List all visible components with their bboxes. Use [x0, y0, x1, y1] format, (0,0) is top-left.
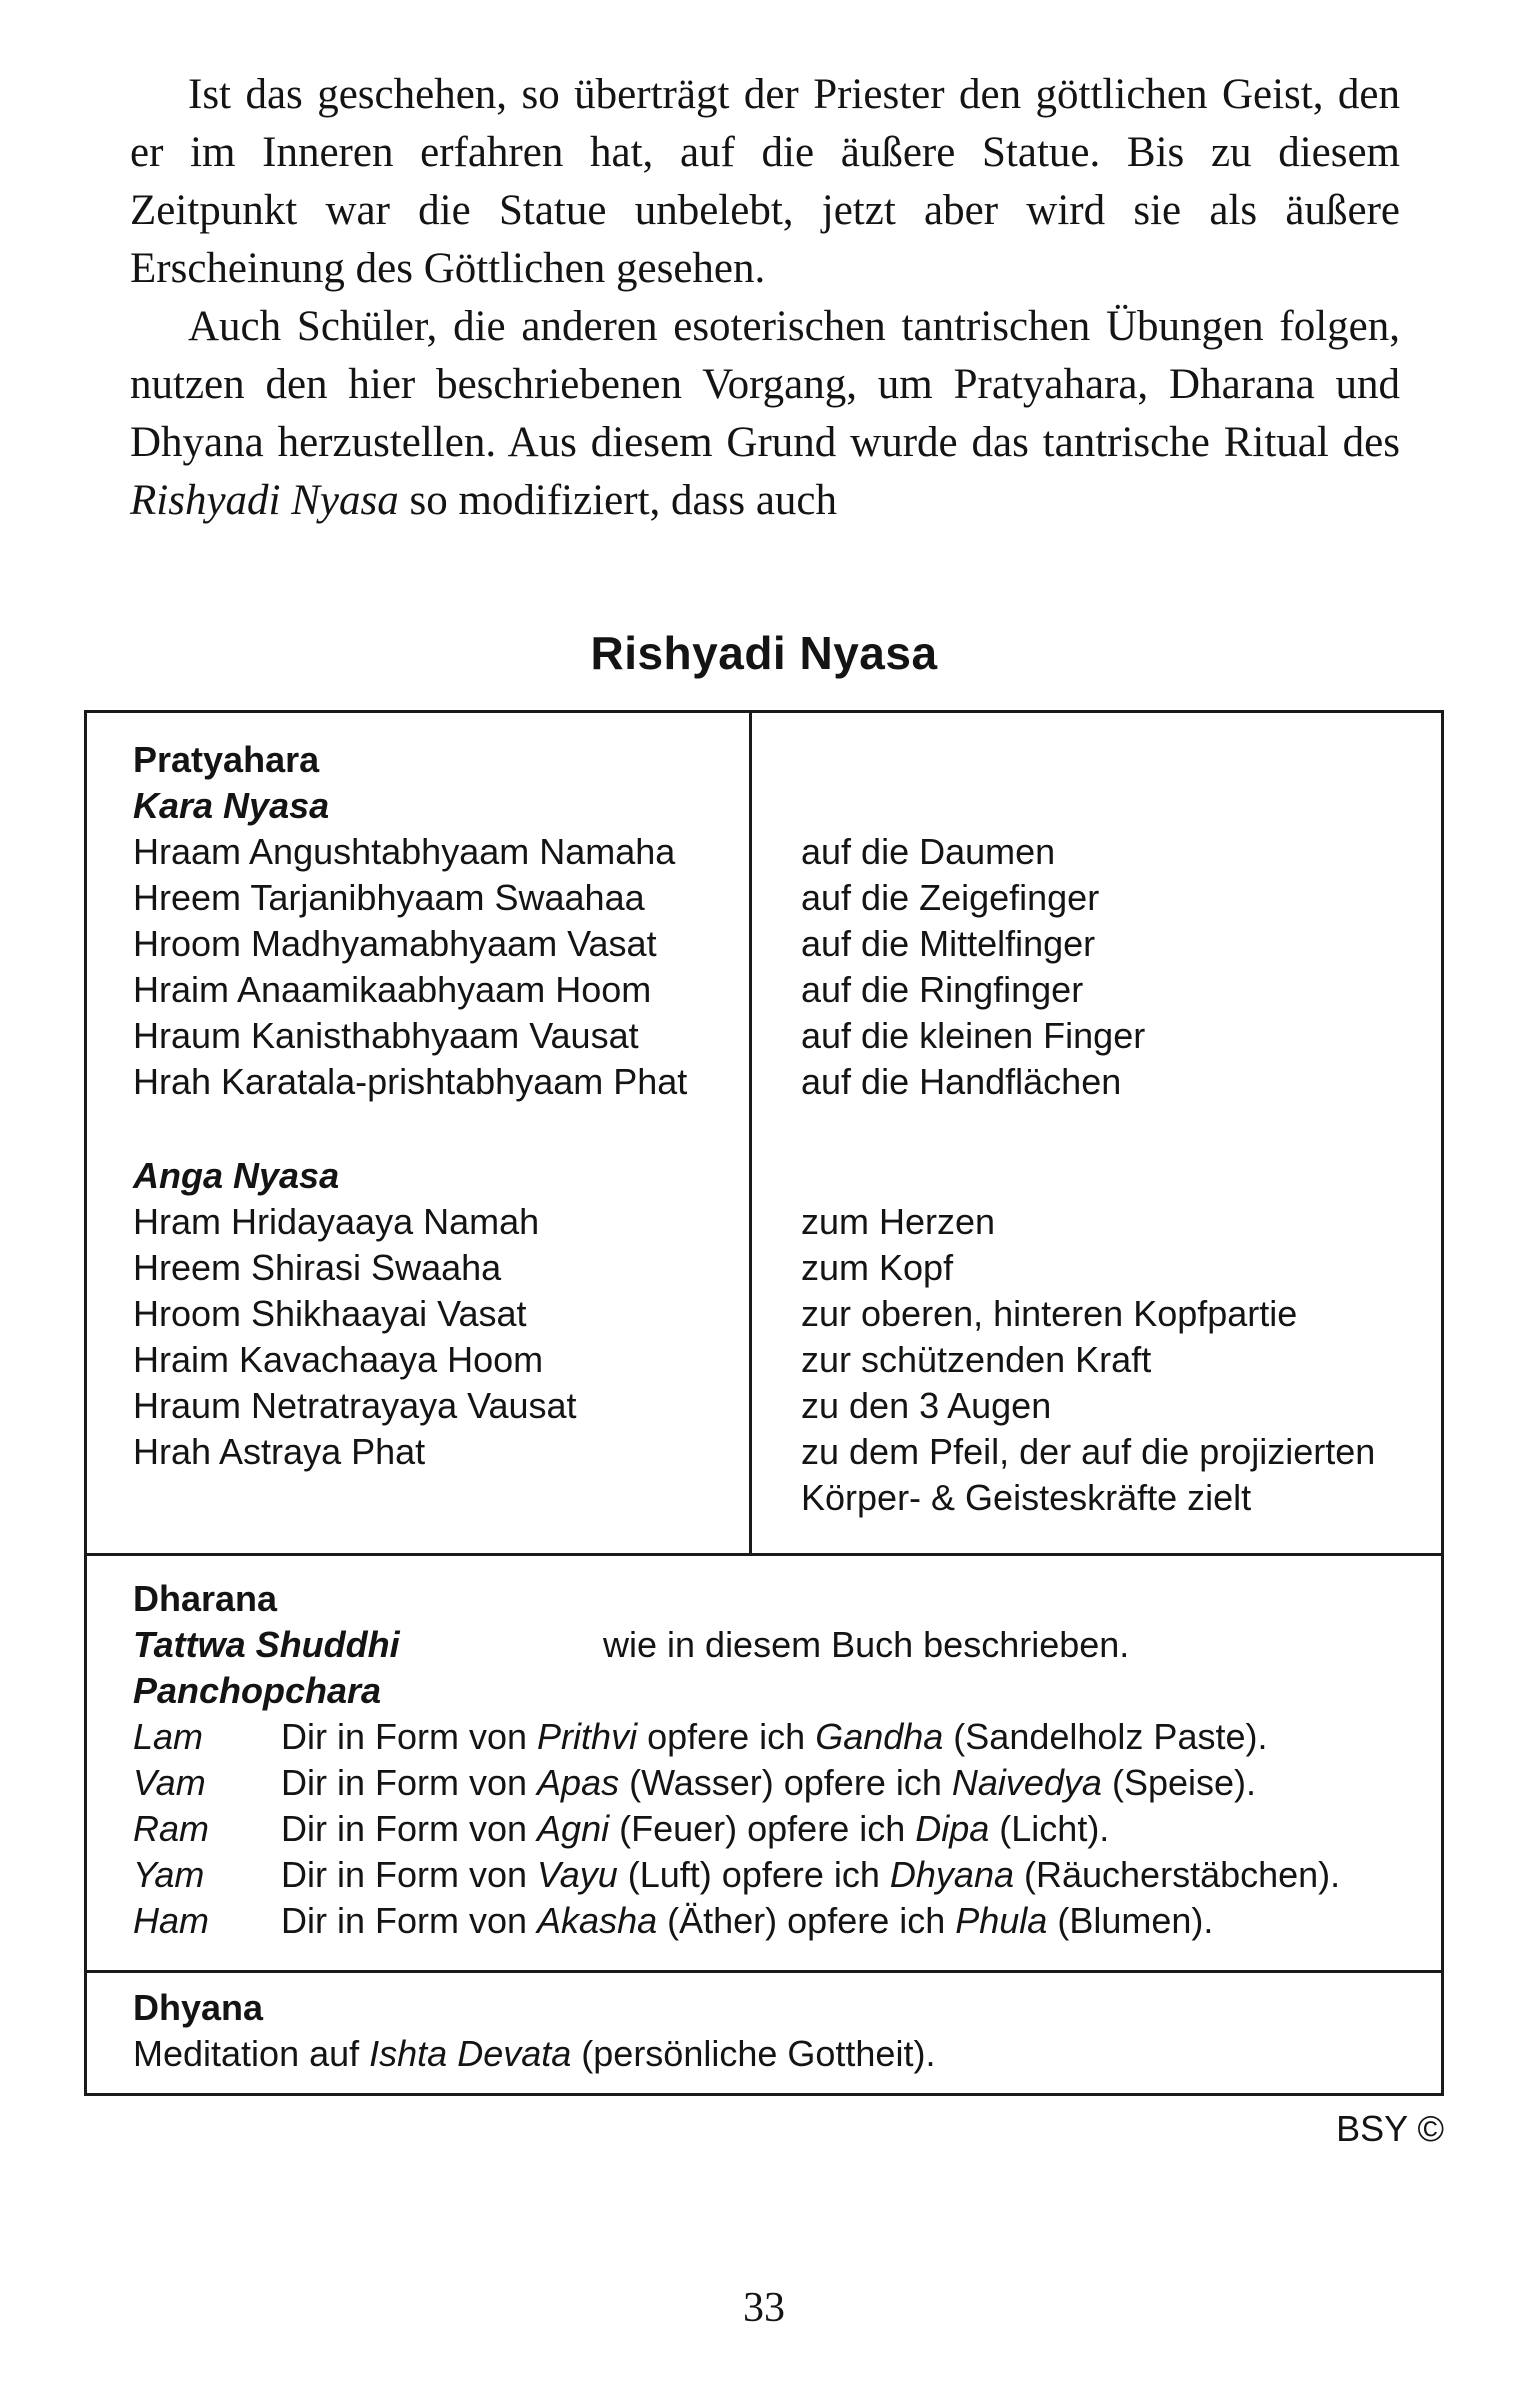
mantra-text: Hreem Shirasi Swaaha — [133, 1247, 502, 1288]
offering-text — [281, 1898, 1401, 1944]
copyright: BSY © — [1336, 2108, 1444, 2149]
offering-term: Dipa — [915, 1808, 990, 1849]
mantra-text: Hraim Kavachaaya Hoom — [133, 1339, 544, 1380]
offering-text-part: (Feuer) opfere ich — [609, 1808, 916, 1849]
intro-paragraph-2 — [130, 298, 1400, 530]
mantra-text: Hraum Netratrayaya Vausat — [133, 1385, 577, 1426]
offering-row — [133, 1760, 1401, 1806]
mantra-row — [133, 829, 1401, 875]
meaning-text: zu dem Pfeil, der auf die projizierten Körper- & Geisteskräfte zielt — [801, 1431, 1376, 1518]
meaning-text: auf die Mittelfinger — [801, 923, 1096, 964]
dhyana-text-part: Meditation auf — [133, 2033, 370, 2074]
tattwa-shuddhi-row — [133, 1622, 1401, 1668]
meaning-text: auf die Handflächen — [801, 1061, 1122, 1102]
mantra-text: Hroom Madhyamabhyaam Vasat — [133, 923, 657, 964]
meaning-text: auf die Daumen — [801, 831, 1056, 872]
ritual-table — [84, 710, 1444, 2096]
offering-text — [281, 1806, 1401, 1852]
offering-term: Prithvi — [537, 1716, 638, 1757]
mantra-text: Hraam Angushtabhyaam Namaha — [133, 831, 676, 872]
offering-term: Apas — [537, 1762, 620, 1803]
mantra-row — [133, 967, 1401, 1013]
mantra-text: Hram Hridayaaya Namah — [133, 1201, 540, 1242]
mantra-row — [133, 1291, 1401, 1337]
pratyahara-heading-row — [133, 737, 1401, 783]
meaning-text: zu den 3 Augen — [801, 1385, 1052, 1426]
bija-mantra: Yam — [133, 1854, 205, 1895]
mantra-row — [133, 1013, 1401, 1059]
mantra-text: Hrah Astraya Phat — [133, 1431, 426, 1472]
kara-nyasa-heading: Kara Nyasa — [133, 785, 330, 826]
offering-text-part: Dir in Form von — [281, 1900, 538, 1941]
meaning-text: auf die Zeigefinger — [801, 877, 1100, 918]
bija-mantra: Vam — [133, 1762, 206, 1803]
offering-term: Akasha — [537, 1900, 658, 1941]
offering-term: Vayu — [537, 1854, 618, 1895]
intro-paragraph-2-text-start: Auch Schüler, die anderen esoterischen tantrischen Übungen folgen, nutzen den hier beschriebenen Vorgang, um Pratyahara, Dharana und Dhyana herzustellen. Aus diesem Grund wurde das tantrische Ritual des — [130, 303, 1400, 466]
bija-mantra: Ram — [133, 1808, 210, 1849]
offering-term: Gandha — [815, 1716, 944, 1757]
offering-text-part: (Speise). — [1101, 1762, 1257, 1803]
table-vertical-divider — [749, 713, 752, 1553]
meaning-text: zur schützenden Kraft — [801, 1339, 1152, 1380]
offering-text-part: Dir in Form von — [281, 1762, 538, 1803]
meaning-text: zum Herzen — [801, 1201, 996, 1242]
offering-text-part: (Licht). — [989, 1808, 1110, 1849]
mantra-text: Hreem Tarjanibhyaam Swaahaa — [133, 877, 645, 918]
kara-nyasa-heading-row — [133, 783, 1401, 829]
bija-mantra: Ham — [133, 1900, 210, 1941]
tattwa-shuddhi-note: wie in diesem Buch beschrieben. — [603, 1624, 1130, 1665]
bija-mantra: Lam — [133, 1716, 204, 1757]
offering-term: Phula — [955, 1900, 1048, 1941]
meaning-text: auf die Ringfinger — [801, 969, 1084, 1010]
offering-text-part: Dir in Form von — [281, 1854, 538, 1895]
offering-row — [133, 1898, 1401, 1944]
meaning-text: zum Kopf — [801, 1247, 954, 1288]
offering-text-part: (Sandelholz Paste). — [943, 1716, 1268, 1757]
offering-row — [133, 1714, 1401, 1760]
mantra-text: Hroom Shikhaayai Vasat — [133, 1293, 527, 1334]
panchopchara-heading: Panchopchara — [133, 1670, 382, 1711]
offering-term: Naivedya — [951, 1762, 1102, 1803]
mantra-text: Hraim Anaamikaabhyaam Hoom — [133, 969, 652, 1010]
page-number: 33 — [743, 2285, 785, 2331]
mantra-row — [133, 1429, 1401, 1521]
offering-text-part: Dir in Form von — [281, 1716, 538, 1757]
offering-text-part: (Äther) opfere ich — [657, 1900, 956, 1941]
tattwa-shuddhi-heading: Tattwa Shuddhi — [133, 1624, 400, 1665]
offering-text — [281, 1760, 1401, 1806]
mantra-row — [133, 1199, 1401, 1245]
offering-text-part: (Räucherstäbchen). — [1014, 1854, 1341, 1895]
section-dharana — [87, 1553, 1441, 1970]
dhyana-text — [133, 2031, 1401, 2077]
offering-text — [281, 1714, 1401, 1760]
mantra-row — [133, 1337, 1401, 1383]
intro-text — [130, 66, 1400, 530]
offering-row — [133, 1806, 1401, 1852]
intro-paragraph-2-italic-term: Rishyadi Nyasa — [130, 477, 399, 524]
meaning-text: zur oberen, hinteren Kopfpartie — [801, 1293, 1298, 1334]
offering-text-part: Dir in Form von — [281, 1808, 538, 1849]
mantra-row — [133, 921, 1401, 967]
intro-paragraph-1: Ist das geschehen, so überträgt der Priester den göttlichen Geist, den er im Inneren erfahren hat, auf die äußere Statue. Bis zu diesem Zeitpunkt war die Statue unbelebt, jetzt aber wird sie als äußere Erscheinung des Göttlichen gesehen. — [130, 71, 1400, 292]
offering-term: Dhyana — [889, 1854, 1014, 1895]
offering-text-part: opfere ich — [637, 1716, 816, 1757]
mantra-row — [133, 875, 1401, 921]
anga-nyasa-heading: Anga Nyasa — [133, 1155, 340, 1196]
mantra-text: Hraum Kanisthabhyaam Vausat — [133, 1015, 639, 1056]
offering-text-part: (Wasser) opfere ich — [619, 1762, 952, 1803]
dharana-heading: Dharana — [133, 1578, 278, 1619]
offering-text-part: (Blumen). — [1047, 1900, 1214, 1941]
section-dhyana — [87, 1970, 1441, 2093]
offering-text — [281, 1852, 1401, 1898]
offering-row — [133, 1852, 1401, 1898]
offering-text-part: (Luft) opfere ich — [617, 1854, 890, 1895]
dhyana-heading: Dhyana — [133, 1987, 264, 2028]
intro-paragraph-2-text-end: so modifiziert, dass auch — [398, 477, 837, 524]
offering-term: Agni — [537, 1808, 610, 1849]
dhyana-term: Ishta Devata — [369, 2033, 572, 2074]
mantra-row — [133, 1059, 1401, 1105]
pratyahara-heading: Pratyahara — [133, 739, 320, 780]
mantra-row — [133, 1383, 1401, 1429]
dhyana-text-part: (persönliche Gottheit). — [571, 2033, 936, 2074]
section-pratyahara — [87, 713, 1441, 1553]
anga-nyasa-heading-row — [133, 1153, 1401, 1199]
mantra-row — [133, 1245, 1401, 1291]
meaning-text: auf die kleinen Finger — [801, 1015, 1146, 1056]
mantra-text: Hrah Karatala-prishtabhyaam Phat — [133, 1061, 688, 1102]
table-title: Rishyadi Nyasa — [590, 627, 938, 679]
